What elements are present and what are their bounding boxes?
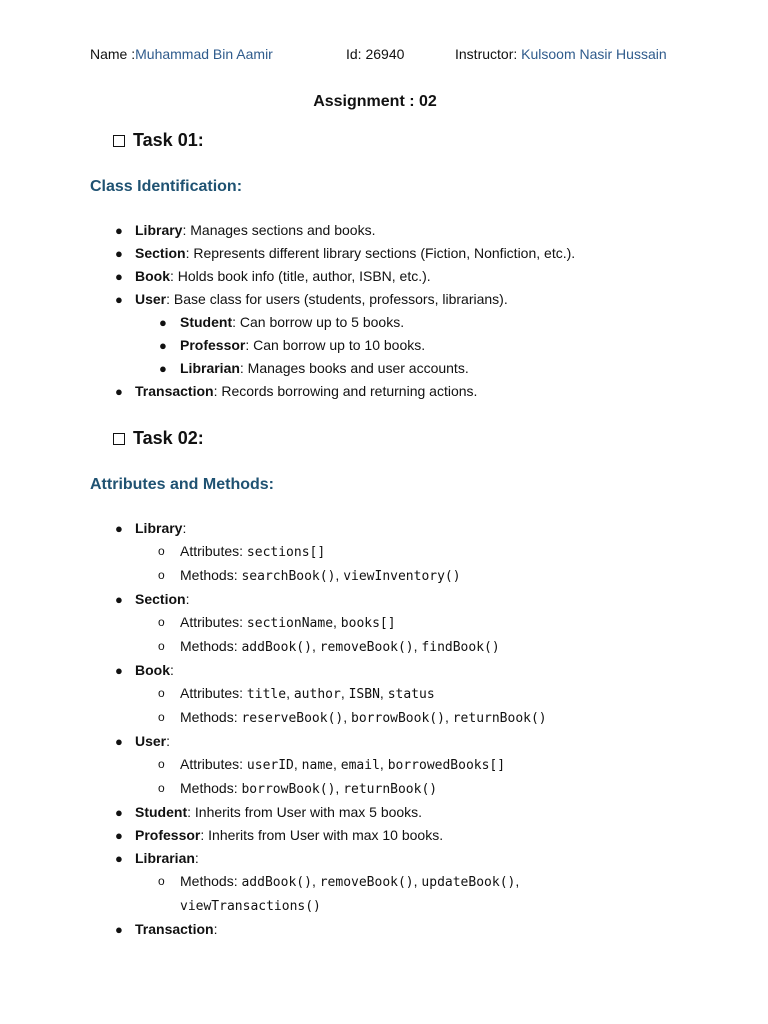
task-01-label: Task 01:	[133, 130, 204, 150]
method-value: searchBook()	[241, 569, 336, 584]
list-item	[0, 288, 760, 311]
class-desc: : Manages sections and books.	[182, 222, 376, 238]
class-desc: : Can borrow up to 5 books.	[232, 314, 405, 330]
attributes-methods-heading: Attributes and Methods:	[90, 476, 274, 493]
bullet-icon: ●	[115, 384, 123, 399]
class-desc: : Base class for users (students, professors, librarians).	[166, 291, 508, 307]
class-name: Section	[135, 591, 186, 607]
list-item: o Methods: addBook(), removeBook(), findBook()	[0, 635, 760, 659]
bullet-icon: ●	[115, 521, 123, 536]
student-name	[90, 46, 273, 62]
attr-value: name	[301, 758, 333, 773]
attr-value: sectionName	[246, 616, 334, 631]
class-name: Transaction	[135, 383, 214, 399]
bullet-icon: ●	[115, 851, 123, 866]
method-value: returnBook()	[343, 782, 438, 797]
list-item	[0, 357, 760, 380]
attr-value: borrowedBooks[]	[387, 758, 506, 773]
method-value: findBook()	[421, 640, 500, 655]
list-item	[0, 219, 760, 242]
checkbox-icon	[113, 135, 125, 147]
bullet-icon: ●	[115, 828, 123, 843]
list-item	[0, 380, 760, 403]
list-item: ● Librarian:	[0, 847, 760, 870]
class-name: User	[135, 291, 167, 307]
method-value: borrowBook()	[241, 782, 336, 797]
class-desc: : Manages books and user accounts.	[239, 360, 469, 376]
circle-bullet-icon: o	[158, 686, 165, 700]
bullet-icon: ●	[115, 663, 123, 678]
bullet-icon: ●	[159, 315, 167, 330]
list-item	[0, 265, 760, 288]
list-item	[0, 801, 760, 824]
list-item: ● Library:	[0, 517, 760, 540]
class-name: Library	[135, 222, 183, 238]
attr-value: title	[246, 687, 287, 702]
list-item: o Attributes: userID, name, email, borrowedBooks[]	[0, 753, 760, 777]
attr-value: email	[340, 758, 380, 773]
circle-bullet-icon: o	[158, 781, 165, 795]
circle-bullet-icon: o	[158, 710, 165, 724]
method-value: addBook()	[241, 640, 312, 655]
class-name: Library	[135, 520, 183, 536]
bullet-icon: ●	[115, 734, 123, 749]
attr-value: sections[]	[246, 545, 326, 560]
attr-value: author	[293, 687, 341, 702]
class-name: Student	[135, 804, 188, 820]
class-desc: : Inherits from User with max 5 books.	[187, 804, 423, 820]
task-02-heading	[113, 428, 204, 449]
circle-bullet-icon: o	[158, 568, 165, 582]
list-item: ● User:	[0, 730, 760, 753]
task-01-heading	[113, 130, 204, 151]
attr-value: status	[387, 687, 435, 702]
list-item	[0, 540, 760, 564]
instructor-value: Kulsoom Nasir Hussain	[521, 46, 667, 62]
bullet-icon: ●	[115, 592, 123, 607]
attributes-methods-list	[0, 517, 760, 941]
circle-bullet-icon: o	[158, 639, 165, 653]
meth-label: Methods:	[180, 709, 242, 725]
bullet-icon: ●	[115, 805, 123, 820]
task-02-label: Task 02:	[133, 428, 204, 448]
method-value: returnBook()	[452, 711, 547, 726]
name-label: Name :	[90, 46, 136, 62]
list-item: o Attributes: sectionName, books[]	[0, 611, 760, 635]
class-name: Transaction	[135, 921, 214, 937]
method-value: viewTransactions()	[180, 899, 321, 914]
meth-label: Methods:	[180, 780, 242, 796]
method-value: removeBook()	[319, 875, 414, 890]
circle-bullet-icon: o	[158, 544, 165, 558]
class-name: Student	[180, 314, 233, 330]
class-name: Book	[135, 268, 170, 284]
bullet-icon: ●	[115, 223, 123, 238]
method-value: viewInventory()	[343, 569, 461, 584]
class-name: User	[135, 733, 167, 749]
list-item: ● Book:	[0, 659, 760, 682]
instructor-label: Instructor:	[455, 46, 522, 62]
class-desc: : Inherits from User with max 10 books.	[200, 827, 444, 843]
list-item: o Methods: addBook(), removeBook(), updateBook(),	[0, 870, 760, 894]
class-identification-heading: Class Identification:	[90, 178, 243, 195]
bullet-icon: ●	[115, 246, 123, 261]
class-name: Professor	[135, 827, 201, 843]
class-name: Librarian	[135, 850, 195, 866]
class-name: Section	[135, 245, 186, 261]
attr-label: Attributes:	[180, 543, 247, 559]
attr-value: books[]	[340, 616, 396, 631]
list-item: o Methods: searchBook(), viewInventory()	[0, 564, 760, 588]
name-value: Muhammad Bin Aamir	[135, 46, 273, 62]
list-item-continuation	[0, 894, 760, 918]
meth-label: Methods:	[180, 873, 242, 889]
bullet-icon: ●	[115, 269, 123, 284]
list-item	[0, 242, 760, 265]
class-list	[0, 219, 760, 403]
method-value: reserveBook()	[241, 711, 344, 726]
list-item	[0, 334, 760, 357]
method-value: addBook()	[241, 875, 312, 890]
checkbox-icon	[113, 433, 125, 445]
class-desc: : Records borrowing and returning actions.	[213, 383, 478, 399]
list-item: o Methods: reserveBook(), borrowBook(), returnBook()	[0, 706, 760, 730]
assignment-title: Assignment : 02	[313, 93, 437, 110]
circle-bullet-icon: o	[158, 615, 165, 629]
header-line	[90, 46, 708, 66]
method-value: updateBook()	[421, 875, 516, 890]
class-desc: : Can borrow up to 10 books.	[245, 337, 426, 353]
class-desc: : Represents different library sections (Fiction, Nonfiction, etc.).	[185, 245, 576, 261]
method-value: borrowBook()	[351, 711, 445, 726]
class-name: Professor	[180, 337, 246, 353]
class-name: Librarian	[180, 360, 240, 376]
instructor	[455, 46, 667, 62]
list-item: o Methods: borrowBook(), returnBook()	[0, 777, 760, 801]
bullet-icon: ●	[159, 338, 167, 353]
bullet-icon: ●	[115, 292, 123, 307]
list-item	[0, 824, 760, 847]
student-id: Id: 26940	[346, 46, 405, 62]
bullet-icon: ●	[159, 361, 167, 376]
meth-label: Methods:	[180, 567, 242, 583]
attr-label: Attributes:	[180, 756, 247, 772]
list-item	[0, 311, 760, 334]
circle-bullet-icon: o	[158, 757, 165, 771]
attr-label: Attributes:	[180, 685, 247, 701]
list-item: ● Section:	[0, 588, 760, 611]
list-item: ● Transaction:	[0, 918, 760, 941]
class-name: Book	[135, 662, 170, 678]
attr-value: userID	[246, 758, 294, 773]
attr-label: Attributes:	[180, 614, 247, 630]
method-value: removeBook()	[319, 640, 414, 655]
meth-label: Methods:	[180, 638, 242, 654]
bullet-icon: ●	[115, 922, 123, 937]
attr-value: ISBN	[348, 687, 380, 702]
class-desc: : Holds book info (title, author, ISBN, etc.).	[170, 268, 431, 284]
list-item: o Attributes: title, author, ISBN, status	[0, 682, 760, 706]
circle-bullet-icon: o	[158, 874, 165, 888]
